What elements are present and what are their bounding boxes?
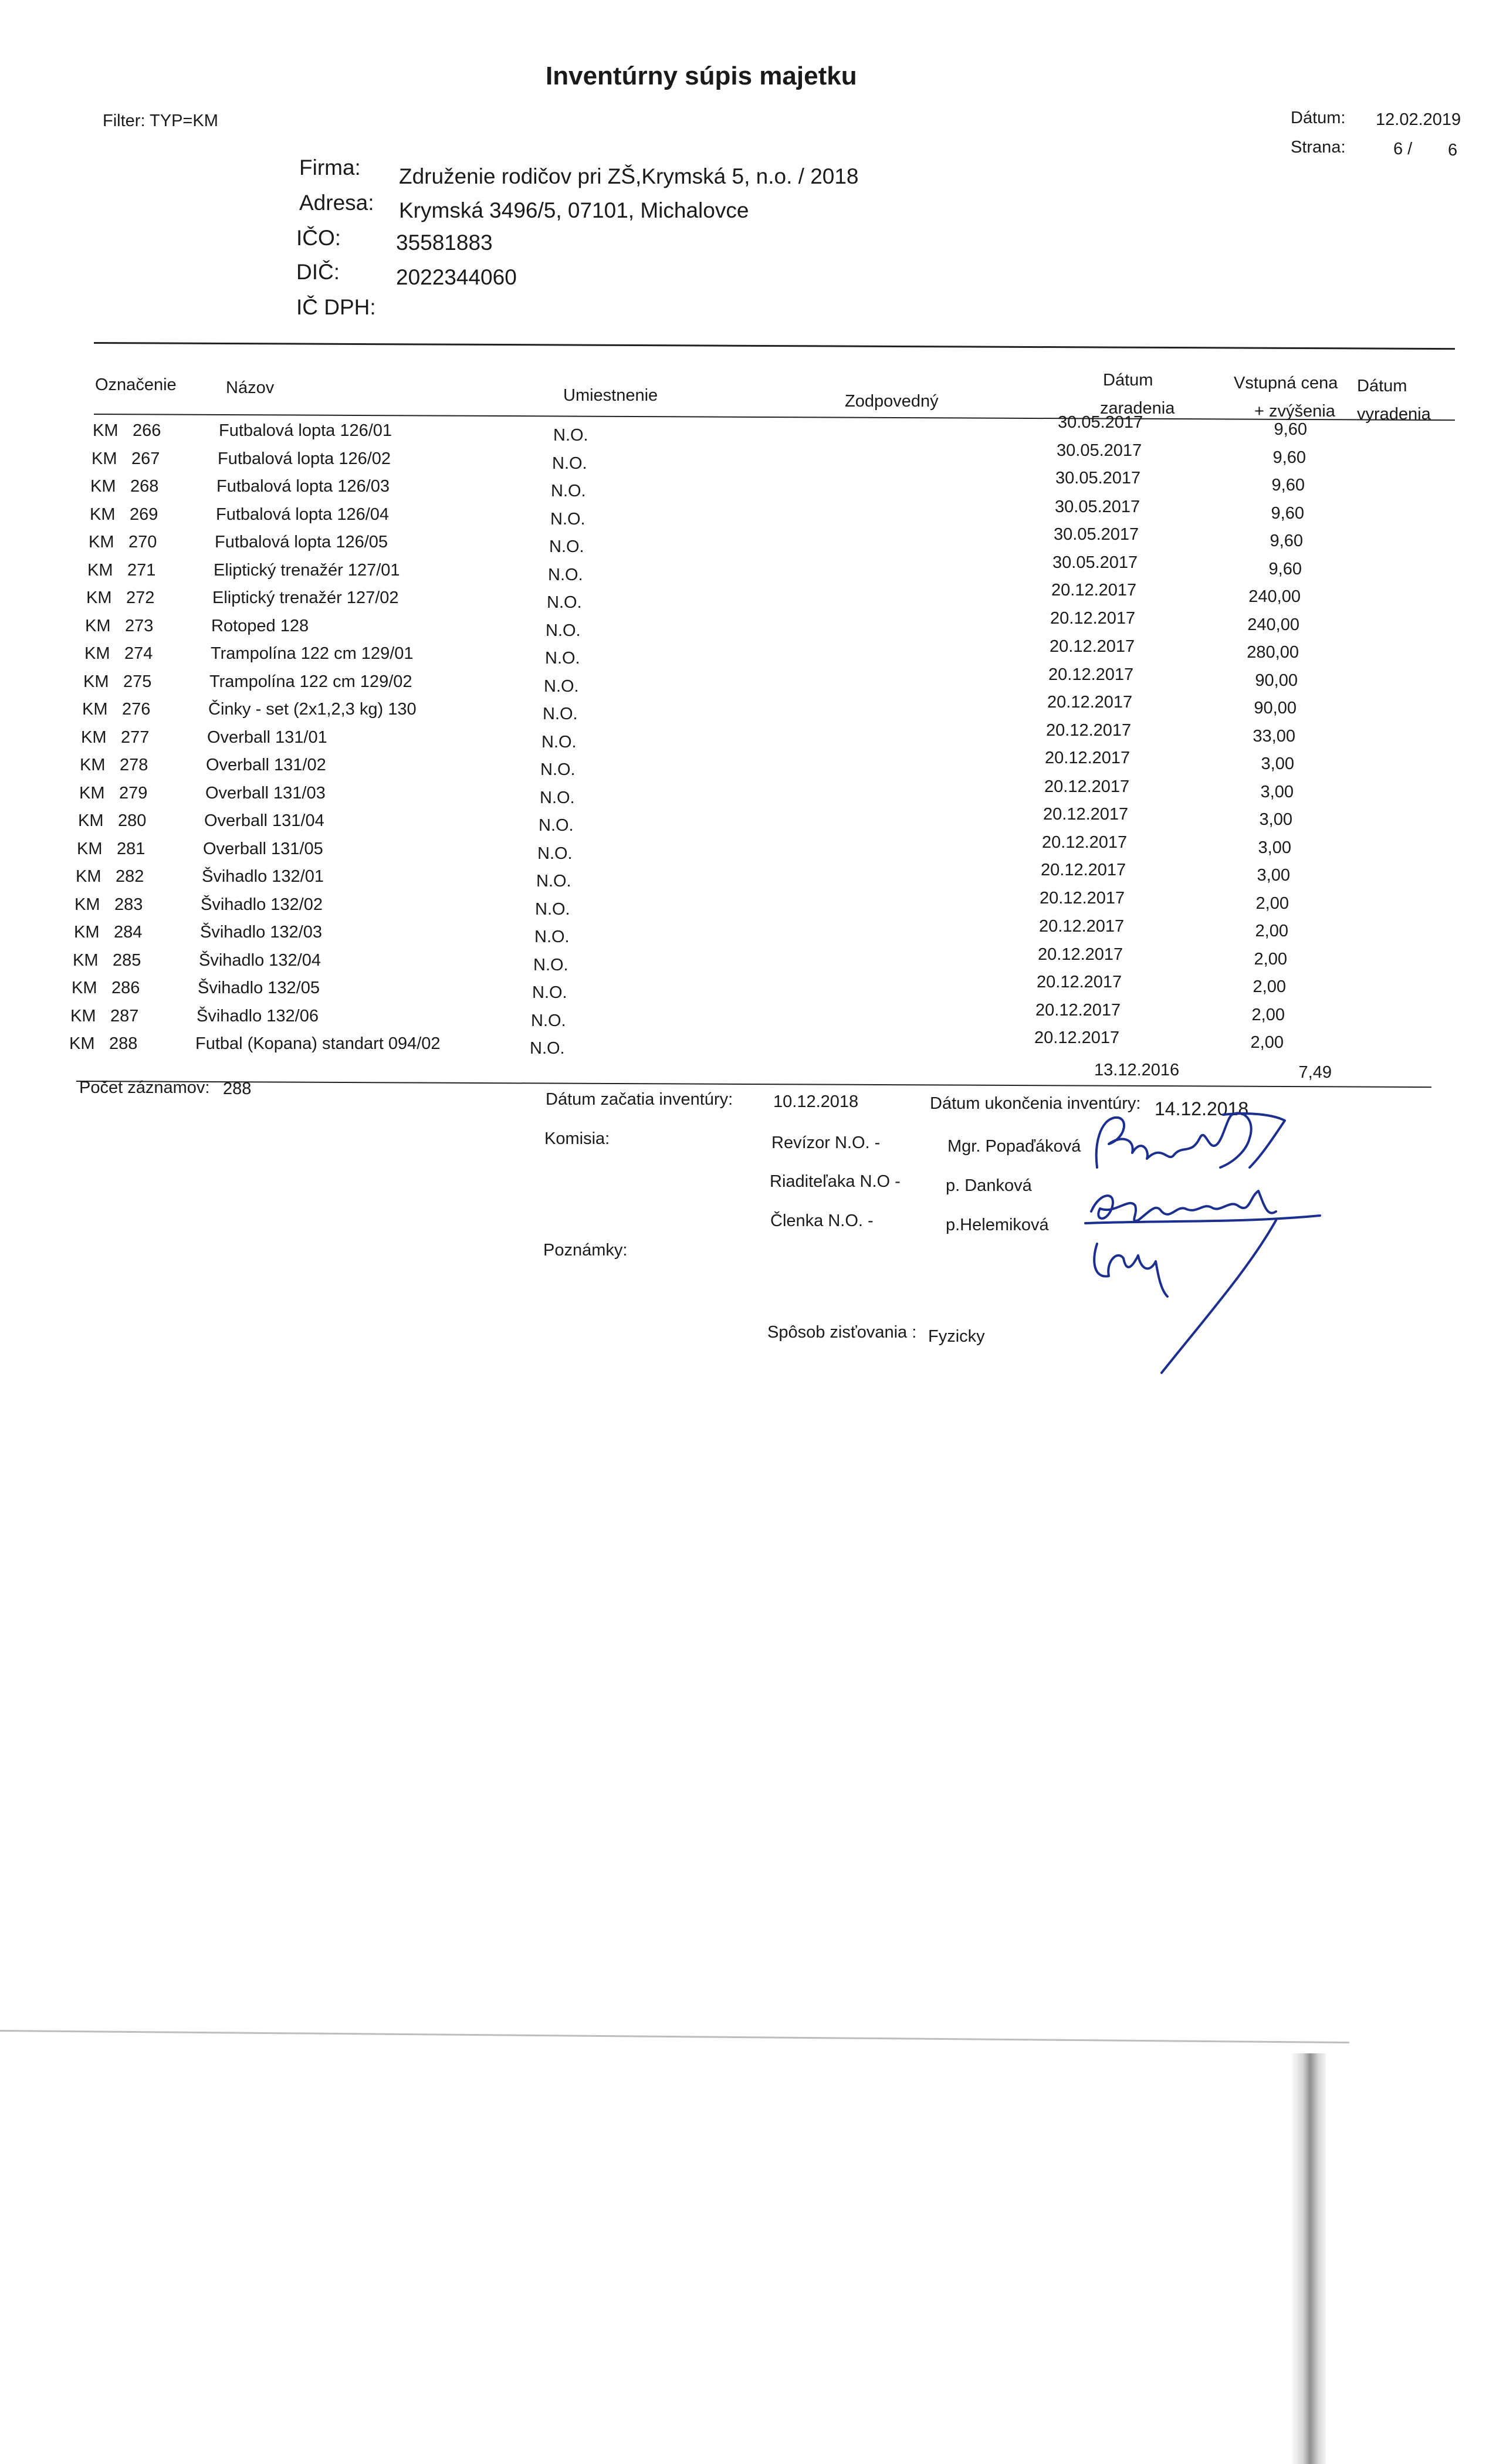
cell-datum-zaradenia: 20.12.2017 — [1051, 581, 1137, 600]
cell-vstupna-cena: 2,00 — [1250, 1033, 1284, 1052]
cell-oznacenie: KM — [81, 727, 107, 747]
cell-nazov: Švihadlo 132/06 — [197, 1006, 319, 1025]
table-row — [92, 441, 1382, 477]
cell-number: 286 — [111, 979, 140, 997]
cell-nazov: Futbalová lopta 126/01 — [219, 421, 392, 440]
cell-nazov: Činky - set (2x1,2,3 kg) 130 — [208, 700, 417, 719]
table-row — [79, 777, 1370, 811]
cell-datum-zaradenia: 30.05.2017 — [1054, 525, 1139, 544]
cell-nazov: Futbalová lopta 126/05 — [215, 533, 388, 551]
cell-nazov: Futbalová lopta 126/02 — [218, 449, 391, 468]
cell-umiestnenie: N.O. — [534, 928, 570, 946]
cell-umiestnenie: N.O. — [549, 537, 584, 556]
strana-value: 6 / — [1393, 140, 1413, 158]
cell-umiestnenie: N.O. — [552, 453, 587, 473]
cell-oznacenie: KM — [76, 867, 101, 886]
table-row — [70, 1000, 1361, 1034]
cell-datum-zaradenia: 20.12.2017 — [1044, 777, 1130, 796]
cell-number: 280 — [118, 811, 147, 830]
cell-oznacenie: KM — [69, 1034, 95, 1053]
cell-umiestnenie: N.O. — [539, 816, 574, 835]
member-name-2: p. Danková — [946, 1176, 1032, 1195]
table-row — [72, 973, 1362, 1006]
table-row — [86, 581, 1377, 616]
cell-umiestnenie: N.O. — [551, 482, 586, 500]
table-row — [81, 720, 1372, 756]
cell-number: 281 — [117, 839, 145, 858]
cell-vstupna-cena: 240,00 — [1248, 587, 1301, 606]
start-label: Dátum začatia inventúry: — [546, 1090, 733, 1109]
cell-umiestnenie: N.O. — [550, 509, 585, 529]
cell-nazov: Overball 131/03 — [205, 783, 326, 803]
cell-datum-zaradenia: 20.12.2017 — [1048, 665, 1134, 684]
firma-label: Firma: — [299, 155, 361, 180]
cell-vstupna-cena: 33,00 — [1253, 726, 1295, 746]
cell-datum-zaradenia: 30.05.2017 — [1055, 469, 1141, 488]
cell-umiestnenie: N.O. — [531, 1011, 566, 1030]
cell-nazov: Overball 131/04 — [204, 811, 324, 830]
cell-nazov: Švihadlo 132/02 — [201, 895, 323, 914]
cell-umiestnenie: N.O. — [543, 705, 578, 723]
table-row — [84, 637, 1375, 672]
cell-nazov: Trampolína 122 cm 129/02 — [209, 672, 412, 691]
cell-umiestnenie: N.O. — [546, 621, 581, 640]
cell-nazov: Overball 131/01 — [207, 727, 327, 747]
cell-oznacenie: KM — [90, 505, 116, 524]
cell-oznacenie: KM — [79, 783, 105, 803]
sposob-value: Fyzicky — [928, 1327, 985, 1346]
cell-datum-zaradenia: 20.12.2017 — [1037, 973, 1122, 991]
cell-number: 288 — [109, 1034, 138, 1053]
cell-nazov: Trampolína 122 cm 129/01 — [211, 644, 414, 663]
cell-number: 277 — [121, 727, 150, 747]
signature-2-line — [1085, 1216, 1320, 1223]
cell-vstupna-cena: 3,00 — [1259, 810, 1292, 829]
table-row — [90, 469, 1381, 505]
cell-datum-zaradenia: 20.12.2017 — [1035, 1000, 1121, 1020]
table-row — [93, 413, 1383, 449]
table-row — [80, 749, 1370, 783]
signature-3 — [1094, 1244, 1167, 1297]
cell-vstupna-cena: 9,60 — [1272, 448, 1306, 467]
cell-oznacenie: KM — [85, 616, 111, 635]
cell-umiestnenie: N.O. — [537, 844, 573, 863]
pocet-value: 288 — [223, 1079, 252, 1098]
table-row — [85, 608, 1376, 644]
cell-number: 279 — [119, 783, 148, 803]
sposob-label: Spôsob zisťovania : — [767, 1323, 917, 1342]
strana-total: 6 — [1448, 141, 1458, 160]
scan-edge-line — [0, 2030, 1349, 2043]
cell-nazov: Švihadlo 132/05 — [198, 979, 320, 997]
table-row — [90, 497, 1380, 533]
cell-nazov: Eliptický trenažér 127/01 — [214, 560, 400, 580]
cell-datum-zaradenia: 20.12.2017 — [1040, 888, 1125, 908]
cell-vstupna-cena: 3,00 — [1260, 782, 1294, 801]
table-row — [83, 665, 1374, 700]
cell-oznacenie: KM — [90, 477, 116, 496]
cell-nazov: Overball 131/05 — [203, 839, 323, 858]
cell-number: 269 — [130, 505, 158, 524]
cell-umiestnenie: N.O. — [536, 872, 571, 891]
signature-1 — [1096, 1113, 1251, 1167]
cell-nazov: Švihadlo 132/04 — [199, 950, 321, 970]
strana-label: Strana: — [1291, 138, 1346, 157]
cell-number: 275 — [123, 672, 152, 691]
signature-1-stroke — [1223, 1113, 1285, 1167]
cell-vstupna-cena: 2,00 — [1253, 977, 1286, 996]
table-row — [87, 553, 1378, 588]
cell-oznacenie: KM — [93, 421, 119, 440]
cell-number: 276 — [122, 700, 151, 719]
cell-oznacenie: KM — [75, 895, 100, 914]
cell-nazov: Rotoped 128 — [211, 616, 309, 635]
cell-oznacenie: KM — [80, 756, 106, 774]
signature-tail — [1162, 1220, 1276, 1373]
cell-datum-zaradenia: 20.12.2017 — [1045, 749, 1131, 767]
cell-umiestnenie: N.O. — [530, 1039, 565, 1058]
cell-datum-zaradenia: 20.12.2017 — [1047, 693, 1133, 712]
cell-vstupna-cena: 9,60 — [1274, 420, 1307, 439]
cell-vstupna-cena: 3,00 — [1257, 866, 1290, 885]
table-row — [89, 525, 1379, 560]
cell-datum-zaradenia: 20.12.2017 — [1050, 637, 1135, 656]
cell-oznacenie: KM — [74, 923, 100, 942]
cell-number: 284 — [114, 923, 143, 942]
table-row — [69, 1028, 1360, 1062]
cell-umiestnenie: N.O. — [540, 788, 575, 807]
table-row — [77, 832, 1368, 867]
table-row — [78, 805, 1369, 839]
cell-vstupna-cena: 2,00 — [1254, 949, 1287, 969]
table-row — [76, 861, 1366, 895]
cell-oznacenie: KM — [92, 449, 117, 468]
header-umiestnenie: Umiestnenie — [563, 386, 658, 405]
cell-datum-zaradenia: 30.05.2017 — [1058, 413, 1143, 432]
table-top-rule — [94, 342, 1455, 350]
cell-oznacenie: KM — [89, 533, 114, 551]
cell-oznacenie: KM — [87, 560, 113, 580]
cell-datum-zaradenia: 20.12.2017 — [1042, 832, 1128, 852]
cell-umiestnenie: N.O. — [532, 983, 567, 1002]
cell-number: 270 — [128, 533, 157, 551]
cell-datum-zaradenia: 20.12.2017 — [1050, 608, 1136, 628]
cell-oznacenie: KM — [72, 979, 97, 997]
scan-page-curl — [1291, 2053, 1326, 2464]
cell-nazov: Švihadlo 132/03 — [200, 923, 322, 942]
cell-datum-zaradenia: 20.12.2017 — [1034, 1028, 1120, 1047]
cell-oznacenie: KM — [78, 811, 104, 830]
cell-vstupna-cena: 3,00 — [1261, 754, 1294, 773]
adresa-value: Krymská 3496/5, 07101, Michalovce — [399, 198, 749, 222]
cell-datum-zaradenia: 20.12.2017 — [1046, 720, 1132, 740]
cell-number: 268 — [130, 477, 159, 496]
header-vyradenia: vyradenia — [1357, 405, 1431, 424]
header-zaradenia: zaradenia — [1100, 399, 1175, 418]
adresa-label: Adresa: — [299, 191, 374, 215]
signature-2 — [1091, 1191, 1276, 1221]
table-row — [73, 945, 1363, 979]
cell-vstupna-cena: 9,60 — [1271, 476, 1305, 495]
cell-number: 274 — [124, 644, 153, 663]
cell-nazov: Futbalová lopta 126/04 — [216, 505, 390, 524]
cell-oznacenie: KM — [82, 700, 108, 719]
cell-number: 266 — [133, 421, 161, 440]
filter-label: Filter: TYP=KM — [103, 111, 218, 130]
cell-oznacenie: KM — [70, 1006, 96, 1025]
end-label: Dátum ukončenia inventúry: — [930, 1094, 1141, 1113]
header-zodpovedny: Zodpovedný — [845, 392, 939, 411]
cell-number: 278 — [120, 756, 148, 774]
poznamky-label: Poznámky: — [543, 1241, 628, 1260]
member-name-1: Mgr. Popaďáková — [947, 1137, 1081, 1156]
cell-umiestnenie: N.O. — [548, 565, 583, 584]
header-nazov: Názov — [226, 378, 275, 397]
header-zvysenia: + zvýšenia — [1254, 402, 1335, 421]
cell-datum-zaradenia: 30.05.2017 — [1052, 553, 1138, 572]
cell-number: 282 — [116, 867, 144, 886]
extra-row-price: 7,49 — [1298, 1063, 1332, 1082]
handwritten-signatures — [1074, 1103, 1379, 1385]
extra-row-date: 13.12.2016 — [1094, 1061, 1180, 1079]
document-title: Inventúrny súpis majetku — [546, 62, 857, 90]
cell-number: 272 — [126, 588, 155, 607]
header-oznacenie: Označenie — [95, 375, 177, 394]
table-row — [82, 693, 1373, 727]
ico-value: 35581883 — [396, 231, 493, 255]
cell-vstupna-cena: 2,00 — [1251, 1005, 1285, 1024]
cell-vstupna-cena: 9,60 — [1270, 532, 1303, 550]
cell-umiestnenie: N.O. — [533, 955, 568, 974]
cell-datum-zaradenia: 20.12.2017 — [1038, 945, 1123, 964]
cell-oznacenie: KM — [77, 839, 103, 858]
cell-vstupna-cena: 90,00 — [1254, 699, 1297, 717]
cell-datum-zaradenia: 30.05.2017 — [1057, 441, 1142, 460]
cell-number: 267 — [131, 449, 160, 468]
cell-umiestnenie: N.O. — [545, 649, 580, 668]
cell-oznacenie: KM — [83, 672, 109, 691]
cell-nazov: Švihadlo 132/01 — [202, 867, 324, 886]
komisia-label: Komisia: — [544, 1129, 610, 1148]
cell-umiestnenie: N.O. — [541, 732, 577, 752]
table-row — [74, 917, 1365, 950]
cell-nazov: Futbalová lopta 126/03 — [216, 477, 390, 496]
icdph-label: IČ DPH: — [296, 295, 376, 319]
cell-umiestnenie: N.O. — [553, 426, 588, 445]
dic-label: DIČ: — [296, 260, 340, 284]
cell-nazov: Eliptický trenažér 127/02 — [212, 588, 399, 607]
cell-oznacenie: KM — [86, 588, 112, 607]
cell-umiestnenie: N.O. — [544, 676, 579, 696]
member-role-1: Revízor N.O. - — [771, 1133, 881, 1152]
cell-vstupna-cena: 2,00 — [1255, 922, 1288, 940]
cell-umiestnenie: N.O. — [535, 899, 570, 919]
ico-label: IČO: — [296, 226, 341, 250]
cell-vstupna-cena: 3,00 — [1258, 838, 1291, 857]
datum-label: Dátum: — [1291, 109, 1346, 127]
cell-datum-zaradenia: 20.12.2017 — [1039, 917, 1125, 936]
pocet-label: Počet záznamov: — [79, 1078, 210, 1097]
header-datum: Dátum — [1103, 371, 1153, 390]
cell-datum-zaradenia: 30.05.2017 — [1055, 497, 1140, 516]
cell-number: 273 — [125, 616, 154, 635]
cell-vstupna-cena: 9,60 — [1268, 559, 1302, 578]
member-role-3: Členka N.O. - — [770, 1211, 874, 1230]
cell-number: 287 — [110, 1006, 139, 1025]
cell-number: 285 — [113, 950, 141, 970]
cell-vstupna-cena: 2,00 — [1255, 893, 1289, 913]
table-row — [75, 888, 1365, 923]
dic-value: 2022344060 — [396, 265, 517, 289]
table-bottom-rule — [76, 1081, 1431, 1088]
start-value: 10.12.2018 — [773, 1092, 859, 1111]
cell-oznacenie: KM — [73, 950, 99, 970]
cell-oznacenie: KM — [84, 644, 110, 663]
cell-vstupna-cena: 9,60 — [1271, 503, 1304, 523]
datum-value: 12.02.2019 — [1376, 110, 1461, 129]
cell-umiestnenie: N.O. — [547, 593, 582, 612]
cell-vstupna-cena: 240,00 — [1247, 615, 1299, 634]
end-value: 14.12.2018 — [1155, 1098, 1249, 1119]
cell-nazov: Overball 131/02 — [206, 756, 326, 774]
cell-nazov: Futbal (Kopana) standart 094/02 — [195, 1034, 441, 1053]
header-vstupna-cena: Vstupná cena — [1234, 374, 1338, 392]
member-role-2: Riaditeľaka N.O - — [770, 1172, 901, 1191]
cell-number: 283 — [114, 895, 143, 914]
cell-datum-zaradenia: 20.12.2017 — [1043, 805, 1129, 824]
cell-umiestnenie: N.O. — [540, 760, 576, 779]
firma-value: Združenie rodičov pri ZŠ,Krymská 5, n.o. / 2018 — [399, 164, 859, 188]
cell-number: 271 — [127, 560, 156, 580]
header-datum-vyradenia: Dátum — [1357, 377, 1407, 395]
cell-datum-zaradenia: 20.12.2017 — [1041, 861, 1126, 879]
cell-vstupna-cena: 90,00 — [1255, 671, 1298, 690]
member-name-3: p.Helemiková — [946, 1216, 1049, 1234]
cell-vstupna-cena: 280,00 — [1247, 643, 1299, 662]
